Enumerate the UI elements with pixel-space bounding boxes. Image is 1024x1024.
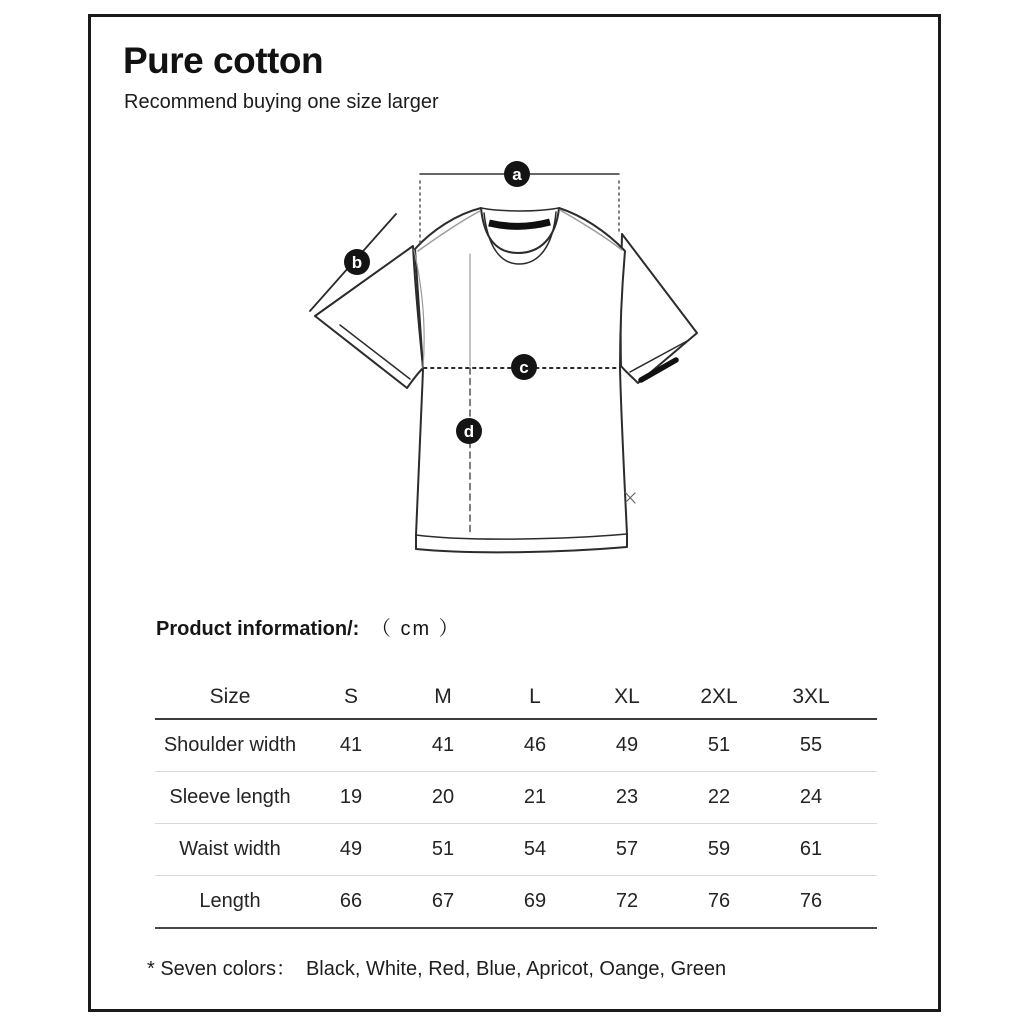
cell: 22 (707, 786, 731, 808)
cell: 57 (615, 838, 639, 860)
product-info-heading (156, 612, 461, 641)
cell: 66 (339, 890, 363, 912)
cell: 41 (339, 734, 363, 756)
marker-d-length: d (456, 418, 482, 444)
color-options-footnote (147, 952, 726, 981)
cell: 59 (707, 838, 731, 860)
table-row-sleeve-length (155, 772, 877, 824)
marker-c-waist: c (511, 354, 537, 380)
cell: 67 (431, 890, 455, 912)
column-header-s: S (343, 685, 358, 708)
column-header-size: Size (209, 685, 251, 708)
cell: 24 (799, 786, 823, 808)
marker-a-shoulder: a (504, 161, 530, 187)
column-header-xl: XL (614, 685, 640, 708)
cell: 46 (523, 734, 547, 756)
left-sleeve-outline (315, 246, 423, 388)
size-table-header-row (155, 676, 877, 720)
column-header-2xl: 2XL (700, 685, 738, 708)
table-row-length (155, 876, 877, 929)
cell: 76 (799, 890, 823, 912)
unit-label: （ cm ） (370, 618, 461, 640)
cell: 54 (523, 838, 547, 860)
cell: 51 (431, 838, 455, 860)
footnote-prefix: * Seven colors： (147, 958, 296, 980)
column-header-l: L (529, 685, 541, 708)
cell: 55 (799, 734, 823, 756)
cell: 51 (707, 734, 731, 756)
size-table (155, 676, 877, 929)
stray-mark (625, 492, 635, 503)
cell: 20 (431, 786, 455, 808)
product-info-label: Product information/: (156, 618, 360, 640)
tshirt-diagram (290, 150, 760, 620)
row-label: Length (199, 890, 261, 912)
collar-black-stripe (489, 222, 550, 226)
collar-top-line (481, 208, 559, 211)
marker-b-sleeve: b (344, 249, 370, 275)
cell: 72 (615, 890, 639, 912)
row-label: Shoulder width (163, 734, 297, 756)
cell: 21 (523, 786, 547, 808)
cell: 19 (339, 786, 363, 808)
cell: 49 (339, 838, 363, 860)
page-subtitle: Recommend buying one size larger (124, 91, 439, 113)
table-row-waist-width (155, 824, 877, 876)
row-label: Sleeve length (169, 786, 291, 808)
cell: 76 (707, 890, 731, 912)
page-title: Pure cotton (123, 40, 324, 81)
footnote-colors-list: Black, White, Red, Blue, Apricot, Oange, Green (305, 958, 727, 980)
row-label: Waist width (179, 838, 281, 860)
cell: 41 (431, 734, 455, 756)
table-row-shoulder-width (155, 720, 877, 772)
cell: 69 (523, 890, 547, 912)
right-sleeve-outline (621, 234, 697, 383)
column-header-m: M (434, 685, 452, 708)
cell: 23 (615, 786, 639, 808)
shirt-body-outline (415, 208, 627, 552)
cell: 49 (615, 734, 639, 756)
column-header-3xl: 3XL (792, 685, 830, 708)
cell: 61 (799, 838, 823, 860)
